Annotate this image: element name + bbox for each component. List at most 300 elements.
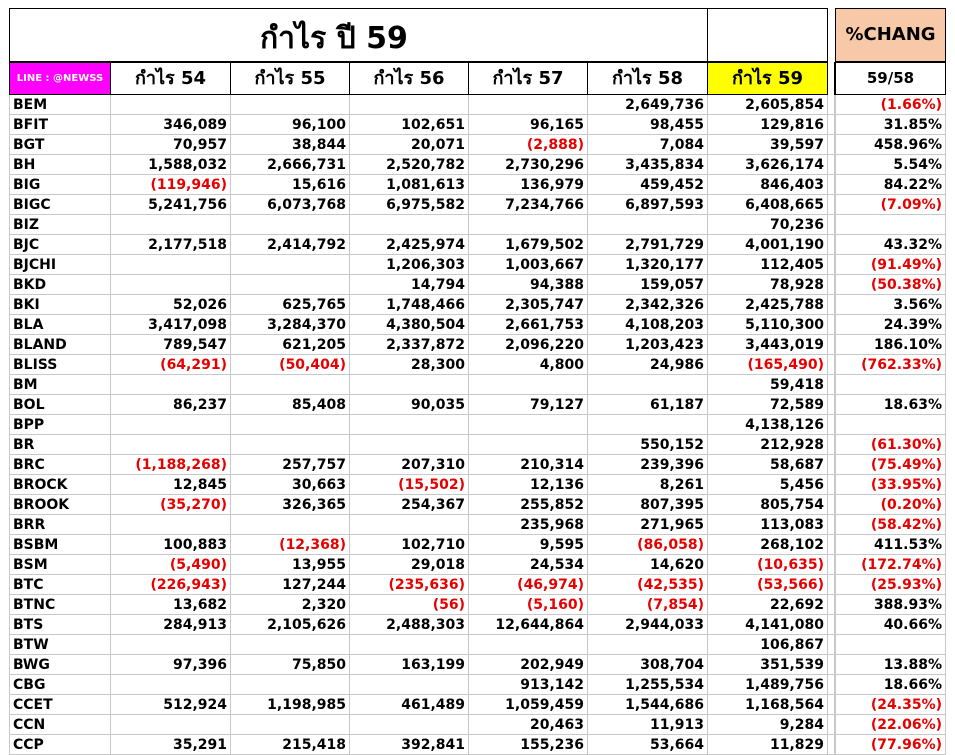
- table-row: [9, 655, 946, 675]
- cell-change-59-58: 40.66%: [835, 615, 946, 635]
- cell-change-59-58: 84.22%: [835, 175, 946, 195]
- cell-change-59-58: (33.95%): [835, 475, 946, 495]
- cell-profit-58: 2,342,326: [588, 295, 708, 315]
- cell-profit-57: [469, 375, 588, 395]
- cell-profit-58: (42,535): [588, 575, 708, 595]
- cell-symbol: BR: [9, 435, 111, 455]
- cell-profit-59: 846,403: [708, 175, 828, 195]
- cell-profit-54: 52,026: [111, 295, 231, 315]
- cell-profit-57: 12,136: [469, 475, 588, 495]
- table-row: [9, 555, 946, 575]
- cell-profit-59: 58,687: [708, 455, 828, 475]
- cell-symbol: BJC: [9, 235, 111, 255]
- cell-profit-59: 59,418: [708, 375, 828, 395]
- table-row: [9, 235, 946, 255]
- cell-profit-55: 3,284,370: [231, 315, 350, 335]
- header-profit-57: กำไร 57: [469, 62, 588, 95]
- table-row: [9, 455, 946, 475]
- gap-column-cell: [828, 575, 835, 595]
- cell-profit-59: 3,626,174: [708, 155, 828, 175]
- cell-profit-57: 2,730,296: [469, 155, 588, 175]
- cell-profit-57: [469, 435, 588, 455]
- cell-profit-54: [111, 515, 231, 535]
- cell-change-59-58: (24.35%): [835, 695, 946, 715]
- cell-profit-58: 98,455: [588, 115, 708, 135]
- table-row: [9, 95, 946, 115]
- column-header-row: [9, 62, 946, 95]
- cell-profit-59: 5,110,300: [708, 315, 828, 335]
- cell-change-59-58: 18.63%: [835, 395, 946, 415]
- cell-profit-59: 4,141,080: [708, 615, 828, 635]
- header-profit-55: กำไร 55: [231, 62, 350, 95]
- gap-column-cell: [828, 615, 835, 635]
- cell-profit-59: 72,589: [708, 395, 828, 415]
- cell-profit-57: 155,236: [469, 735, 588, 755]
- cell-profit-59: (165,490): [708, 355, 828, 375]
- sheet-title: กำไร ปี 59: [260, 21, 408, 56]
- cell-profit-58: 8,261: [588, 475, 708, 495]
- cell-profit-59: 805,754: [708, 495, 828, 515]
- cell-change-59-58: 5.54%: [835, 155, 946, 175]
- cell-profit-58: 239,396: [588, 455, 708, 475]
- cell-profit-54: (1,188,268): [111, 455, 231, 475]
- cell-symbol: BIGC: [9, 195, 111, 215]
- table-row: [9, 535, 946, 555]
- cell-symbol: BM: [9, 375, 111, 395]
- cell-change-59-58: 24.39%: [835, 315, 946, 335]
- table-row: [9, 675, 946, 695]
- cell-profit-59: 39,597: [708, 135, 828, 155]
- cell-profit-58: 308,704: [588, 655, 708, 675]
- cell-profit-57: 20,463: [469, 715, 588, 735]
- gap-column-cell: [828, 335, 835, 355]
- cell-profit-57: (2,888): [469, 135, 588, 155]
- gap-column-cell: [828, 635, 835, 655]
- cell-profit-54: 3,417,098: [111, 315, 231, 335]
- gap-column-cell: [828, 415, 835, 435]
- cell-profit-55: 15,616: [231, 175, 350, 195]
- gap-column-cell: [828, 695, 835, 715]
- cell-symbol: BGT: [9, 135, 111, 155]
- gap-column-cell: [828, 455, 835, 475]
- cell-symbol: BROCK: [9, 475, 111, 495]
- gap-column-cell: [828, 735, 835, 755]
- cell-profit-56: [350, 675, 469, 695]
- cell-symbol: BTC: [9, 575, 111, 595]
- cell-profit-58: 11,913: [588, 715, 708, 735]
- cell-profit-58: 24,986: [588, 355, 708, 375]
- cell-profit-56: 2,425,974: [350, 235, 469, 255]
- cell-change-59-58: 186.10%: [835, 335, 946, 355]
- table-row: [9, 135, 946, 155]
- cell-symbol: CCET: [9, 695, 111, 715]
- cell-symbol: BH: [9, 155, 111, 175]
- cell-profit-56: 6,975,582: [350, 195, 469, 215]
- cell-symbol: BROOK: [9, 495, 111, 515]
- table-row: [9, 635, 946, 655]
- cell-symbol: CCN: [9, 715, 111, 735]
- cell-profit-55: (50,404): [231, 355, 350, 375]
- cell-profit-58: [588, 215, 708, 235]
- cell-profit-54: [111, 375, 231, 395]
- cell-profit-59: 6,408,665: [708, 195, 828, 215]
- title-blank-cell: [708, 8, 828, 62]
- cell-symbol: BTNC: [9, 595, 111, 615]
- cell-profit-55: (12,368): [231, 535, 350, 555]
- cell-profit-54: 512,924: [111, 695, 231, 715]
- cell-change-59-58: (75.49%): [835, 455, 946, 475]
- cell-profit-54: (5,490): [111, 555, 231, 575]
- cell-profit-56: (15,502): [350, 475, 469, 495]
- cell-profit-58: 14,620: [588, 555, 708, 575]
- cell-profit-59: 268,102: [708, 535, 828, 555]
- gap-column-cell: [828, 535, 835, 555]
- cell-profit-57: 255,852: [469, 495, 588, 515]
- cell-profit-55: 2,414,792: [231, 235, 350, 255]
- header-change: 59/58: [835, 62, 946, 95]
- cell-profit-59: 22,692: [708, 595, 828, 615]
- cell-profit-54: (35,270): [111, 495, 231, 515]
- cell-profit-55: [231, 675, 350, 695]
- table-row: [9, 355, 946, 375]
- header-profit-56: กำไร 56: [350, 62, 469, 95]
- cell-profit-58: 4,108,203: [588, 315, 708, 335]
- cell-profit-56: 90,035: [350, 395, 469, 415]
- cell-profit-54: [111, 675, 231, 695]
- cell-profit-55: 1,198,985: [231, 695, 350, 715]
- cell-profit-58: 459,452: [588, 175, 708, 195]
- cell-symbol: BFIT: [9, 115, 111, 135]
- cell-profit-56: 1,081,613: [350, 175, 469, 195]
- cell-profit-56: 207,310: [350, 455, 469, 475]
- cell-change-59-58: 43.32%: [835, 235, 946, 255]
- cell-change-59-58: [835, 415, 946, 435]
- cell-symbol: BIG: [9, 175, 111, 195]
- cell-profit-56: 2,488,303: [350, 615, 469, 635]
- cell-profit-55: [231, 415, 350, 435]
- cell-profit-55: 326,365: [231, 495, 350, 515]
- cell-profit-55: 621,205: [231, 335, 350, 355]
- gap-column-cell: [828, 395, 835, 415]
- cell-profit-56: 102,651: [350, 115, 469, 135]
- header-profit-59: กำไร 59: [708, 62, 828, 95]
- cell-profit-57: 2,096,220: [469, 335, 588, 355]
- cell-profit-56: 4,380,504: [350, 315, 469, 335]
- gap-column-cell: [828, 435, 835, 455]
- cell-profit-55: [231, 95, 350, 115]
- cell-symbol: BKI: [9, 295, 111, 315]
- table-row: [9, 415, 946, 435]
- cell-profit-59: 1,489,756: [708, 675, 828, 695]
- cell-profit-54: 789,547: [111, 335, 231, 355]
- cell-profit-56: [350, 515, 469, 535]
- gap-column-cell: [828, 555, 835, 575]
- cell-profit-58: 807,395: [588, 495, 708, 515]
- cell-profit-57: (46,974): [469, 575, 588, 595]
- cell-profit-56: [350, 715, 469, 735]
- table-row: [9, 515, 946, 535]
- cell-profit-58: 2,944,033: [588, 615, 708, 635]
- cell-profit-59: 212,928: [708, 435, 828, 455]
- cell-profit-54: 5,241,756: [111, 195, 231, 215]
- table-row: [9, 115, 946, 135]
- cell-profit-56: 102,710: [350, 535, 469, 555]
- table-row: [9, 375, 946, 395]
- cell-profit-55: 2,105,626: [231, 615, 350, 635]
- cell-profit-54: 2,177,518: [111, 235, 231, 255]
- cell-profit-57: 12,644,864: [469, 615, 588, 635]
- cell-profit-58: 53,664: [588, 735, 708, 755]
- cell-symbol: BLISS: [9, 355, 111, 375]
- cell-profit-56: [350, 435, 469, 455]
- cell-profit-56: 1,206,303: [350, 255, 469, 275]
- title-area: [9, 8, 708, 62]
- cell-profit-54: [111, 435, 231, 455]
- cell-profit-57: 1,003,667: [469, 255, 588, 275]
- cell-profit-55: 13,955: [231, 555, 350, 575]
- cell-profit-54: [111, 215, 231, 235]
- cell-profit-54: 1,588,032: [111, 155, 231, 175]
- cell-profit-54: 86,237: [111, 395, 231, 415]
- cell-symbol: BSM: [9, 555, 111, 575]
- cell-profit-58: 271,965: [588, 515, 708, 535]
- cell-profit-54: [111, 255, 231, 275]
- cell-profit-55: [231, 375, 350, 395]
- cell-profit-55: 2,320: [231, 595, 350, 615]
- cell-profit-55: 96,100: [231, 115, 350, 135]
- cell-profit-57: 4,800: [469, 355, 588, 375]
- table-row: [9, 295, 946, 315]
- cell-profit-57: 24,534: [469, 555, 588, 575]
- gap-column-cell: [828, 355, 835, 375]
- gap-column-cell: [828, 295, 835, 315]
- gap-column-cell: [828, 375, 835, 395]
- cell-profit-57: 9,595: [469, 535, 588, 555]
- cell-profit-54: 346,089: [111, 115, 231, 135]
- cell-profit-55: 215,418: [231, 735, 350, 755]
- cell-change-59-58: 31.85%: [835, 115, 946, 135]
- spreadsheet: [9, 8, 946, 755]
- gap-column-cell: [828, 215, 835, 235]
- cell-profit-54: [111, 275, 231, 295]
- cell-profit-54: 97,396: [111, 655, 231, 675]
- table-row: [9, 735, 946, 755]
- cell-profit-58: 6,897,593: [588, 195, 708, 215]
- cell-profit-56: 2,520,782: [350, 155, 469, 175]
- cell-profit-56: [350, 635, 469, 655]
- gap-column-cell: [828, 595, 835, 615]
- cell-profit-58: [588, 635, 708, 655]
- cell-change-59-58: (7.09%): [835, 195, 946, 215]
- cell-profit-57: 94,388: [469, 275, 588, 295]
- cell-profit-54: 13,682: [111, 595, 231, 615]
- cell-profit-57: [469, 95, 588, 115]
- cell-change-59-58: (0.20%): [835, 495, 946, 515]
- cell-change-59-58: (58.42%): [835, 515, 946, 535]
- gap-column-cell: [828, 315, 835, 335]
- cell-profit-55: [231, 515, 350, 535]
- cell-symbol: BRC: [9, 455, 111, 475]
- cell-profit-56: (56): [350, 595, 469, 615]
- cell-profit-58: 3,435,834: [588, 155, 708, 175]
- gap-column-cell: [828, 115, 835, 135]
- cell-profit-59: 78,928: [708, 275, 828, 295]
- cell-profit-58: 1,203,423: [588, 335, 708, 355]
- table-row: [9, 395, 946, 415]
- gap-column-cell: [828, 675, 835, 695]
- cell-profit-55: 75,850: [231, 655, 350, 675]
- cell-profit-59: 351,539: [708, 655, 828, 675]
- table-row: [9, 615, 946, 635]
- cell-symbol: BPP: [9, 415, 111, 435]
- gap-column-cell: [828, 475, 835, 495]
- cell-symbol: BTW: [9, 635, 111, 655]
- gap-column-cell: [828, 255, 835, 275]
- cell-symbol: BRR: [9, 515, 111, 535]
- cell-profit-59: 2,605,854: [708, 95, 828, 115]
- cell-profit-57: 1,679,502: [469, 235, 588, 255]
- gap-column-cell: [828, 95, 835, 115]
- table-row: [9, 575, 946, 595]
- table-row: [9, 475, 946, 495]
- cell-symbol: BEM: [9, 95, 111, 115]
- cell-profit-54: [111, 715, 231, 735]
- cell-profit-54: 100,883: [111, 535, 231, 555]
- cell-symbol: BLA: [9, 315, 111, 335]
- cell-symbol: CBG: [9, 675, 111, 695]
- cell-symbol: BWG: [9, 655, 111, 675]
- cell-profit-57: 7,234,766: [469, 195, 588, 215]
- table-row: [9, 215, 946, 235]
- cell-profit-58: 1,255,534: [588, 675, 708, 695]
- line-badge: LINE : @NEWSS: [9, 62, 111, 95]
- cell-symbol: BLAND: [9, 335, 111, 355]
- cell-symbol: BKD: [9, 275, 111, 295]
- cell-change-59-58: [835, 215, 946, 235]
- header-profit-54: กำไร 54: [111, 62, 231, 95]
- gap-column-cell: [828, 655, 835, 675]
- cell-profit-57: 2,305,747: [469, 295, 588, 315]
- cell-profit-59: 5,456: [708, 475, 828, 495]
- cell-profit-58: [588, 415, 708, 435]
- cell-profit-55: [231, 435, 350, 455]
- cell-profit-57: 96,165: [469, 115, 588, 135]
- cell-profit-57: 1,059,459: [469, 695, 588, 715]
- table-row: [9, 715, 946, 735]
- cell-change-59-58: 458.96%: [835, 135, 946, 155]
- cell-profit-56: 392,841: [350, 735, 469, 755]
- cell-profit-56: 1,748,466: [350, 295, 469, 315]
- cell-profit-57: 913,142: [469, 675, 588, 695]
- cell-profit-56: [350, 215, 469, 235]
- gap-column-cell: [828, 495, 835, 515]
- cell-change-59-58: (1.66%): [835, 95, 946, 115]
- cell-profit-58: 2,791,729: [588, 235, 708, 255]
- table-row: [9, 275, 946, 295]
- cell-profit-59: 9,284: [708, 715, 828, 735]
- cell-profit-59: 2,425,788: [708, 295, 828, 315]
- cell-profit-55: [231, 215, 350, 235]
- change-header: %CHANG: [835, 8, 946, 62]
- cell-profit-56: [350, 375, 469, 395]
- gap-column-cell: [828, 275, 835, 295]
- cell-profit-57: [469, 415, 588, 435]
- cell-profit-58: 1,320,177: [588, 255, 708, 275]
- cell-symbol: CCP: [9, 735, 111, 755]
- cell-symbol: BIZ: [9, 215, 111, 235]
- cell-profit-59: (10,635): [708, 555, 828, 575]
- cell-profit-55: 38,844: [231, 135, 350, 155]
- cell-profit-56: 29,018: [350, 555, 469, 575]
- gap-column-cell: [828, 175, 835, 195]
- cell-profit-54: [111, 95, 231, 115]
- cell-change-59-58: (762.33%): [835, 355, 946, 375]
- table-row: [9, 435, 946, 455]
- cell-profit-56: 163,199: [350, 655, 469, 675]
- cell-profit-56: 20,071: [350, 135, 469, 155]
- cell-change-59-58: 411.53%: [835, 535, 946, 555]
- cell-profit-55: [231, 275, 350, 295]
- cell-profit-58: 7,084: [588, 135, 708, 155]
- gap-column-cell: [828, 515, 835, 535]
- cell-profit-55: 127,244: [231, 575, 350, 595]
- cell-profit-56: 2,337,872: [350, 335, 469, 355]
- cell-change-59-58: [835, 635, 946, 655]
- cell-change-59-58: (61.30%): [835, 435, 946, 455]
- cell-profit-57: [469, 635, 588, 655]
- cell-change-59-58: 388.93%: [835, 595, 946, 615]
- cell-profit-56: (235,636): [350, 575, 469, 595]
- cell-profit-54: 35,291: [111, 735, 231, 755]
- cell-profit-57: 202,949: [469, 655, 588, 675]
- cell-profit-55: 257,757: [231, 455, 350, 475]
- cell-profit-56: 461,489: [350, 695, 469, 715]
- cell-profit-58: 61,187: [588, 395, 708, 415]
- cell-profit-59: 129,816: [708, 115, 828, 135]
- cell-change-59-58: (25.93%): [835, 575, 946, 595]
- gap-column-cell: [828, 715, 835, 735]
- cell-change-59-58: 3.56%: [835, 295, 946, 315]
- cell-profit-59: 11,829: [708, 735, 828, 755]
- cell-change-59-58: (172.74%): [835, 555, 946, 575]
- cell-profit-55: 85,408: [231, 395, 350, 415]
- table-row: [9, 255, 946, 275]
- cell-profit-59: 70,236: [708, 215, 828, 235]
- cell-change-59-58: (91.49%): [835, 255, 946, 275]
- cell-profit-54: 284,913: [111, 615, 231, 635]
- cell-change-59-58: (50.38%): [835, 275, 946, 295]
- cell-profit-59: (53,566): [708, 575, 828, 595]
- gap-column-cell: [828, 235, 835, 255]
- cell-profit-56: [350, 415, 469, 435]
- gap-column-cell: [828, 135, 835, 155]
- cell-profit-58: 159,057: [588, 275, 708, 295]
- cell-profit-54: 12,845: [111, 475, 231, 495]
- cell-symbol: BSBM: [9, 535, 111, 555]
- cell-profit-56: 14,794: [350, 275, 469, 295]
- cell-profit-55: [231, 255, 350, 275]
- cell-profit-57: (5,160): [469, 595, 588, 615]
- cell-profit-55: 625,765: [231, 295, 350, 315]
- cell-profit-59: 113,083: [708, 515, 828, 535]
- cell-profit-58: 550,152: [588, 435, 708, 455]
- cell-symbol: BTS: [9, 615, 111, 635]
- table-row: [9, 495, 946, 515]
- cell-profit-59: 4,001,190: [708, 235, 828, 255]
- cell-symbol: BJCHI: [9, 255, 111, 275]
- cell-profit-55: 2,666,731: [231, 155, 350, 175]
- cell-profit-55: [231, 715, 350, 735]
